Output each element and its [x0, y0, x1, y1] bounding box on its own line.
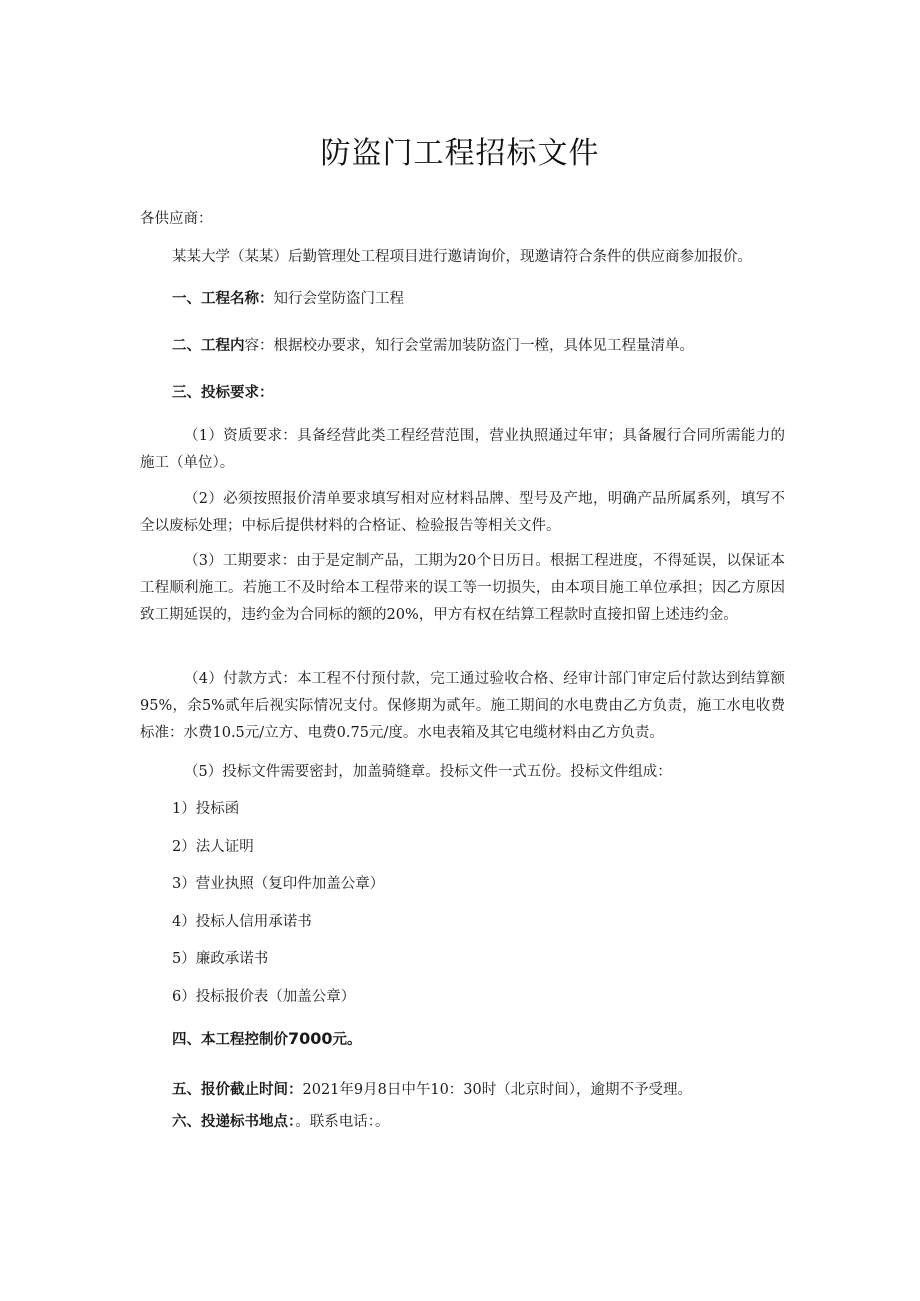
- document-list-item: 3）营业执照（复印件加盖公章）: [172, 876, 385, 892]
- intro-paragraph: 某某大学（某某）后勤管理处工程项目进行邀请询价，现邀请符合条件的供应商参加报价。: [172, 249, 752, 265]
- requirement-item: （4）付款方式：本工程不付预付款，完工通过验收合格、经审计部门审定后付款达到结算额95%，余5%贰年后视实际情况支付。保修期为贰年。施工期间的水电费由乙方负责，施工水电收费标准：水费10.5元/立方、电费0.75元/度。水电表箱及其它电缆材料由乙方负责。: [140, 671, 785, 741]
- section-project-content-label: 二、工程内: [172, 338, 245, 354]
- submission-location-value: 。联系电话：。: [295, 1114, 390, 1130]
- control-price-label: 四、本工程控制价: [172, 1032, 288, 1048]
- deadline-value: 2021年9月8日中午10：30时（北京时间），逾期不予受理。: [302, 1082, 693, 1098]
- section-project-content-label-rest: 容：: [244, 338, 274, 354]
- document-list-item: 5）廉政承诺书: [172, 951, 269, 967]
- control-price-amount: 7000: [288, 1029, 333, 1048]
- section-project-content: [172, 336, 694, 356]
- section-project-name-value: 知行会堂防盗门工程: [273, 291, 404, 307]
- submission-location-label: 六、投递标书地点：: [172, 1114, 296, 1130]
- section-project-name: [172, 289, 404, 309]
- requirement-item: （5）投标文件需要密封，加盖骑缝章。投标文件一式五份。投标文件组成：: [184, 764, 672, 780]
- document-list-item: 4）投标人信用承诺书: [172, 914, 312, 930]
- section-submission-location: [172, 1112, 390, 1132]
- deadline-label: 五、报价截止时间：: [172, 1082, 303, 1098]
- salutation: 各供应商：: [140, 211, 213, 227]
- section-deadline: [172, 1080, 692, 1100]
- document-title: 防盗门工程招标文件: [320, 136, 600, 171]
- requirement-item: （1）资质要求：具备经营此类工程经营范围，营业执照通过年审；具备履行合同所需能力的施工（单位）。: [140, 428, 785, 471]
- requirement-item: （3）工期要求：由于是定制产品，工期为20个日历日。根据工程进度，不得延误，以保证本工程顺利施工。若施工不及时给本工程带来的误工等一切损失，由本项目施工单位承担；因乙方原因致工期延误的，违约金为合同标的额的20%，甲方有权在结算工程款时直接扣留上述违约金。: [140, 553, 785, 623]
- document-list-item: 1）投标函: [172, 801, 240, 817]
- document-list-item: 6）投标报价表（加盖公章）: [172, 989, 356, 1005]
- requirement-item: （2）必须按照报价清单要求填写相对应材料品牌、型号及产地，明确产品所属系列，填写不全以废标处理；中标后提供材料的合格证、检验报告等相关文件。: [140, 491, 785, 534]
- section-project-name-label: 一、工程名称：: [172, 291, 274, 307]
- document-list-item: 2）法人证明: [172, 839, 254, 855]
- control-price-suffix: 元。: [332, 1032, 362, 1048]
- section-bid-requirements-heading: 三、投标要求：: [172, 385, 274, 401]
- section-project-content-value: 根据校办要求，知行会堂需加装防盗门一樘，具体见工程量清单。: [273, 338, 694, 354]
- section-control-price: [172, 1029, 362, 1050]
